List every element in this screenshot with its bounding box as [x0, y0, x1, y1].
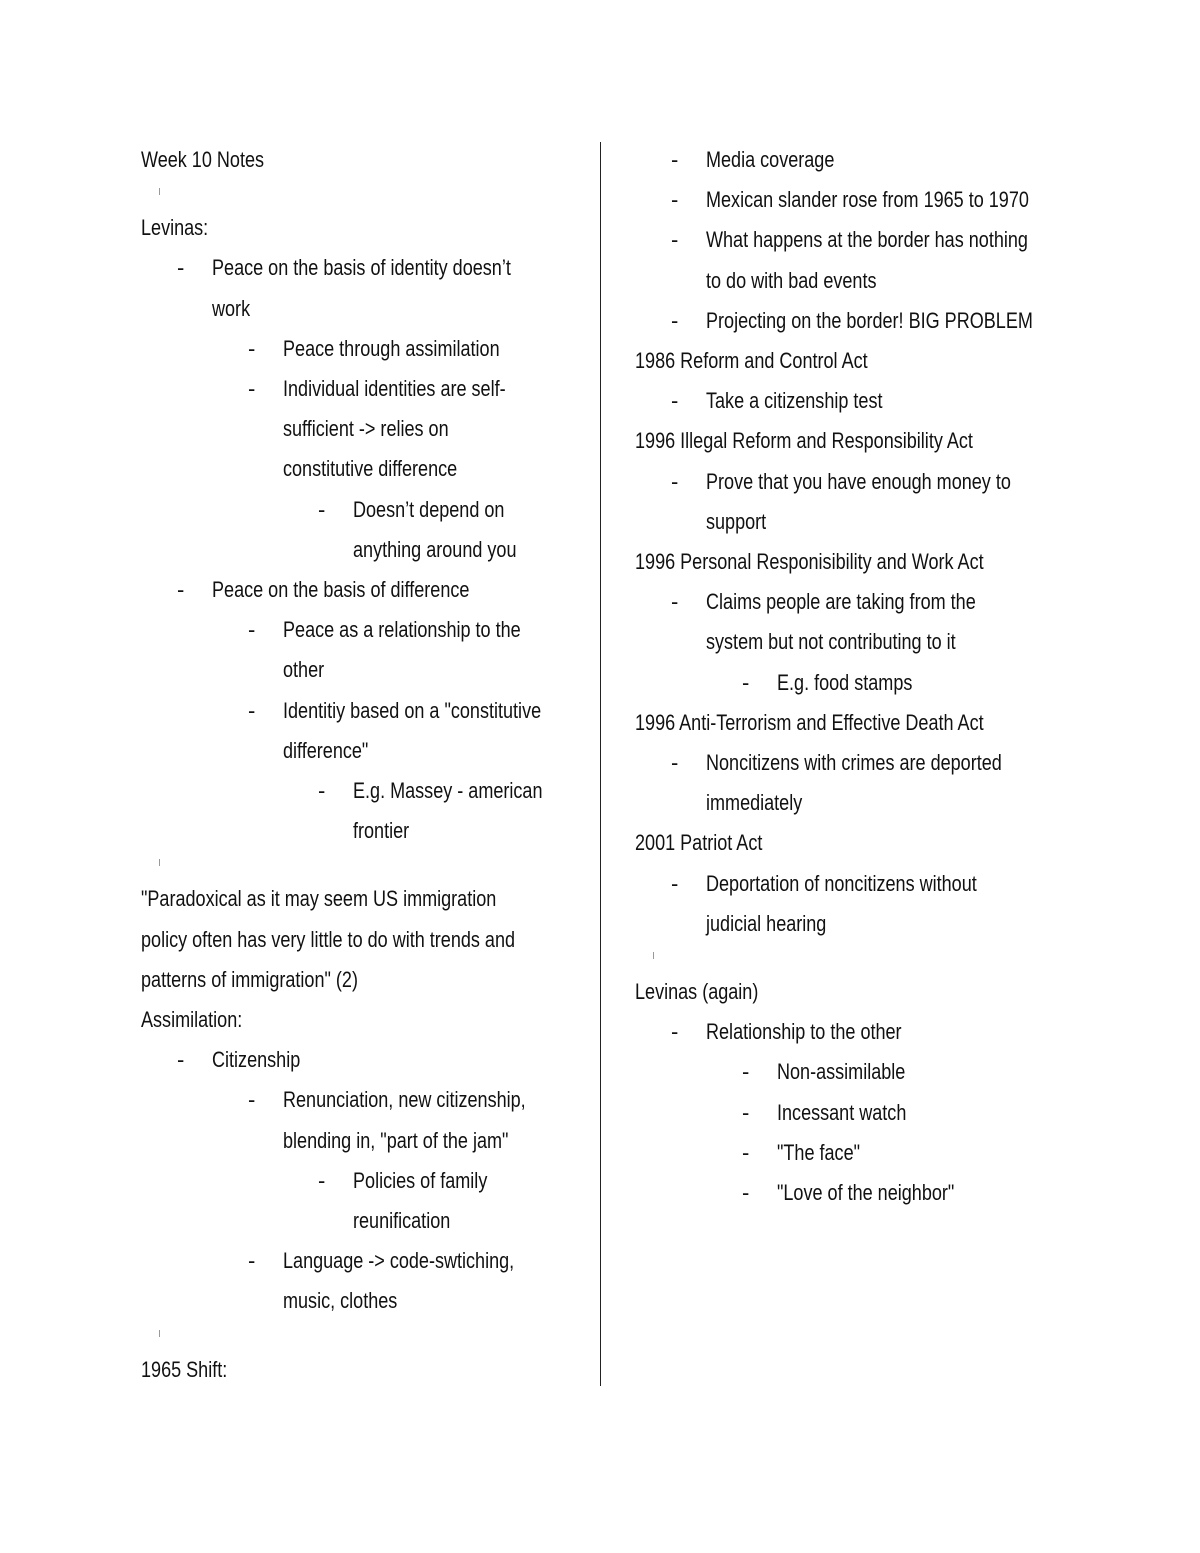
- list-item-text: Non-assimilable: [777, 1059, 906, 1085]
- list-item-text: Noncitizens with crimes are deported: [706, 750, 1002, 776]
- bullet-dash: -: [742, 1059, 750, 1085]
- bullet-dash: -: [177, 577, 185, 603]
- bullet-dash: -: [248, 617, 256, 643]
- list-item: [671, 220, 1075, 300]
- bullet-dash: -: [177, 1047, 185, 1073]
- quote-paragraph: [141, 879, 581, 1000]
- list-item-text: Identitiy based on a "constitutive: [283, 697, 542, 723]
- list-item-text: support: [706, 508, 767, 534]
- section-heading: 1996 Personal Responisibility and Work Act: [635, 549, 984, 575]
- list-item-text: Projecting on the border! BIG PROBLEM: [706, 307, 1033, 333]
- list-item: [671, 180, 1075, 220]
- list-item-text: other: [283, 657, 325, 683]
- list-item-text: Mexican slander rose from 1965 to 1970: [706, 187, 1029, 213]
- list-item-text: Language -> code-swtiching,: [283, 1248, 515, 1274]
- left-column: [141, 140, 581, 1390]
- list-item: [671, 582, 1075, 662]
- bullet-dash: -: [671, 187, 679, 213]
- list-item-text: Citizenship: [212, 1047, 301, 1073]
- list-item: [671, 864, 1075, 944]
- bullet-dash: -: [671, 227, 679, 253]
- list-item-text: sufficient -> relies on: [283, 416, 449, 442]
- list-item-text: anything around you: [353, 536, 517, 562]
- list-item-text: Policies of family: [353, 1167, 488, 1193]
- list-item: [742, 1093, 1075, 1133]
- text-line: "Paradoxical as it may seem US immigration: [141, 886, 497, 912]
- section-heading: 1996 Illegal Reform and Responsibility Act: [635, 428, 973, 454]
- list-item: [671, 140, 1075, 180]
- list-item-text: "The face": [777, 1139, 861, 1165]
- list-item: [318, 490, 581, 570]
- list-item-text: "Love of the neighbor": [777, 1180, 955, 1206]
- blank-line: [141, 180, 581, 208]
- list-item: [248, 610, 581, 690]
- list-item: [742, 1052, 1075, 1092]
- list-item: [742, 1173, 1075, 1213]
- cursor-mark: [159, 1330, 160, 1337]
- list-item-text: difference": [283, 737, 369, 763]
- bullet-dash: -: [248, 1248, 256, 1274]
- list-item-text: Renunciation, new citizenship,: [283, 1087, 526, 1113]
- bullet-dash: -: [742, 669, 750, 695]
- list-item: [742, 663, 1075, 703]
- list-item-text: E.g. Massey - american: [353, 778, 543, 804]
- list-item-text: Individual identities are self-: [283, 376, 506, 402]
- list-item-text: to do with bad events: [706, 267, 877, 293]
- bullet-dash: -: [318, 1167, 326, 1193]
- list-item: [671, 462, 1075, 542]
- list-item: [671, 743, 1075, 823]
- list-item: [671, 301, 1075, 341]
- list-item-text: What happens at the border has nothing: [706, 227, 1028, 253]
- list-item-text: judicial hearing: [706, 910, 827, 936]
- list-item-text: Deportation of noncitizens without: [706, 870, 977, 896]
- bullet-dash: -: [742, 1099, 750, 1125]
- list-item: [248, 691, 581, 771]
- cursor-mark: [653, 952, 654, 959]
- section-heading: Assimilation:: [141, 1007, 243, 1033]
- bullet-dash: -: [671, 1019, 679, 1045]
- list-item-text: system but not contributing to it: [706, 629, 956, 655]
- blank-line: [635, 944, 1075, 972]
- list-item: [318, 1161, 581, 1241]
- cursor-mark: [159, 188, 160, 195]
- bullet-dash: -: [671, 307, 679, 333]
- column-divider: [600, 142, 601, 1386]
- bullet-dash: -: [671, 750, 679, 776]
- bullet-dash: -: [671, 388, 679, 414]
- section-heading: 1965 Shift:: [141, 1356, 228, 1382]
- list-item-text: Peace as a relationship to the: [283, 617, 521, 643]
- right-column: [635, 140, 1075, 1213]
- list-item: [248, 369, 581, 490]
- cursor-mark: [159, 859, 160, 866]
- list-item-text: frontier: [353, 818, 410, 844]
- list-item-text: reunification: [353, 1208, 451, 1234]
- bullet-dash: -: [671, 147, 679, 172]
- list-item-text: Doesn’t depend on: [353, 496, 505, 522]
- text-line: patterns of immigration" (2): [141, 966, 358, 992]
- list-item-text: Relationship to the other: [706, 1019, 902, 1045]
- list-item: [671, 381, 1075, 421]
- list-item: [671, 1012, 1075, 1052]
- list-item-text: E.g. food stamps: [777, 669, 913, 695]
- bullet-dash: -: [742, 1139, 750, 1165]
- text-line: policy often has very little to do with trends and: [141, 926, 516, 952]
- list-item-text: Prove that you have enough money to: [706, 468, 1011, 494]
- bullet-dash: -: [248, 1087, 256, 1113]
- bullet-dash: -: [248, 335, 256, 361]
- section-heading: 1986 Reform and Control Act: [635, 348, 868, 374]
- list-item-text: Peace through assimilation: [283, 335, 500, 361]
- list-item: [177, 570, 581, 610]
- blank-line: [141, 851, 581, 879]
- list-item-text: constitutive difference: [283, 456, 458, 482]
- list-item: [177, 1040, 581, 1080]
- list-item-text: Claims people are taking from the: [706, 589, 976, 615]
- bullet-dash: -: [248, 697, 256, 723]
- bullet-dash: -: [671, 468, 679, 494]
- list-item-text: Media coverage: [706, 147, 835, 172]
- bullet-dash: -: [248, 376, 256, 402]
- bullet-dash: -: [318, 778, 326, 804]
- section-heading: 2001 Patriot Act: [635, 830, 763, 856]
- list-item: [248, 1080, 581, 1160]
- list-item-text: music, clothes: [283, 1288, 398, 1314]
- list-item: [318, 771, 581, 851]
- list-item-text: immediately: [706, 790, 803, 816]
- list-item: [248, 329, 581, 369]
- list-item: [248, 1241, 581, 1321]
- list-item: [742, 1133, 1075, 1173]
- list-item-text: work: [212, 295, 251, 321]
- list-item-text: Peace on the basis of identity doesn’t: [212, 255, 511, 281]
- list-item-text: Incessant watch: [777, 1099, 907, 1125]
- section-heading: Levinas (again): [635, 979, 759, 1005]
- list-item-text: Take a citizenship test: [706, 388, 883, 414]
- section-heading: Week 10 Notes: [141, 147, 265, 172]
- blank-line: [141, 1322, 581, 1350]
- list-item-text: blending in, "part of the jam": [283, 1127, 509, 1153]
- section-heading: Levinas:: [141, 215, 209, 241]
- section-heading: 1996 Anti-Terrorism and Effective Death Act: [635, 709, 984, 735]
- bullet-dash: -: [742, 1180, 750, 1206]
- bullet-dash: -: [318, 496, 326, 522]
- bullet-dash: -: [671, 870, 679, 896]
- list-item-text: Peace on the basis of difference: [212, 577, 470, 603]
- bullet-dash: -: [177, 255, 185, 281]
- list-item: [177, 248, 581, 328]
- bullet-dash: -: [671, 589, 679, 615]
